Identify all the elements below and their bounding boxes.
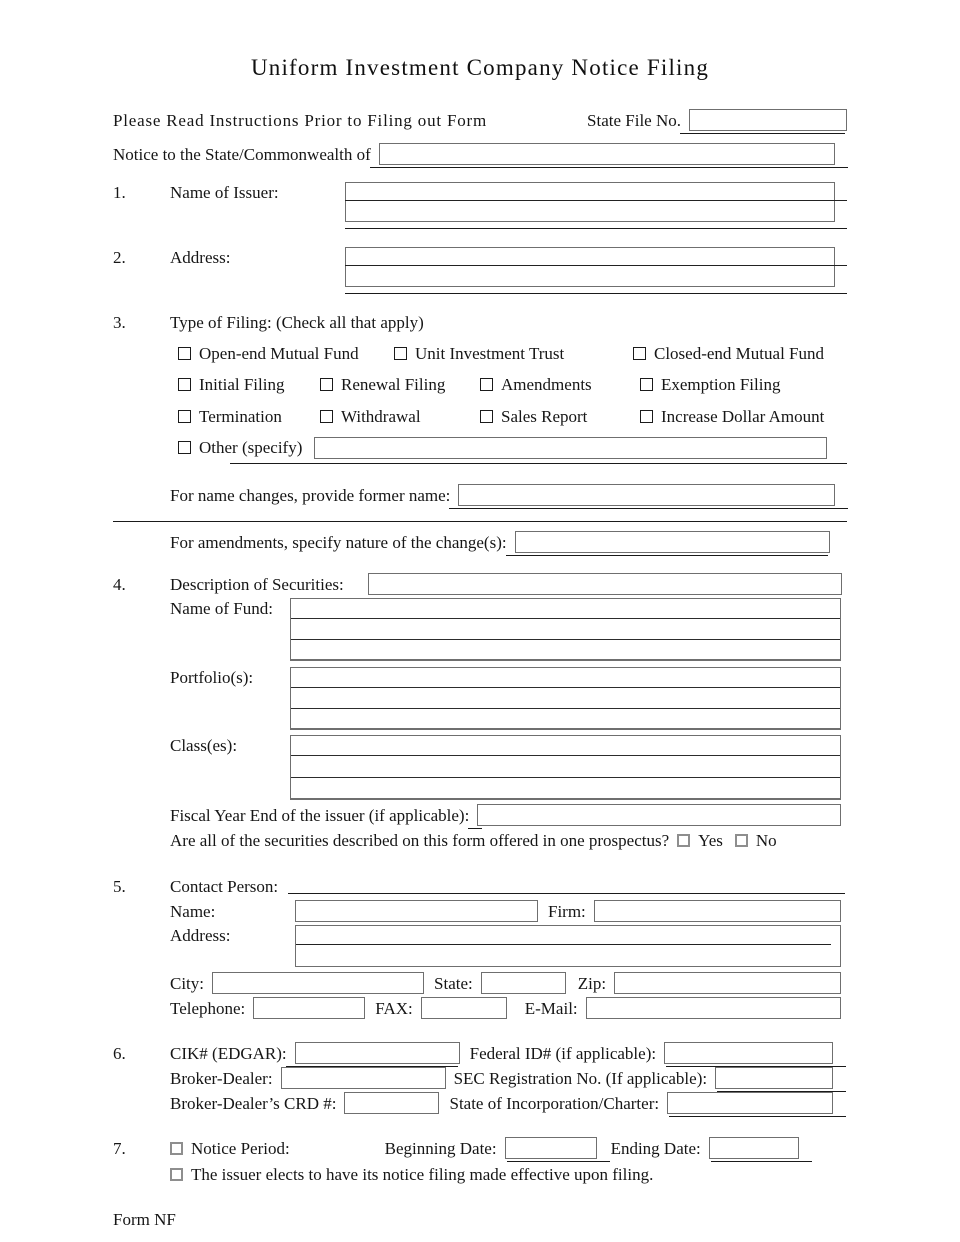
state-of-incorporation-input[interactable] bbox=[667, 1092, 833, 1114]
checkbox-label: Yes bbox=[698, 830, 723, 850]
broker-dealer-row bbox=[170, 1067, 847, 1089]
city-field bbox=[212, 972, 424, 994]
contact-firm-input[interactable] bbox=[594, 900, 841, 922]
issuer-address-input[interactable] bbox=[345, 247, 835, 287]
section-divider-line bbox=[113, 521, 847, 522]
telephone-label: Telephone: bbox=[170, 999, 246, 1018]
item-4-number: 4. bbox=[113, 574, 126, 594]
contact-name-row bbox=[170, 900, 847, 922]
checkbox-label: Sales Report bbox=[501, 406, 588, 426]
firm-label: Firm: bbox=[548, 902, 586, 921]
checkbox-label: No bbox=[755, 830, 777, 850]
city-state-zip-row bbox=[170, 972, 847, 994]
effective-upon-filing-option[interactable] bbox=[170, 1164, 653, 1185]
rule-line bbox=[345, 228, 847, 229]
checkbox-label: Unit Investment Trust bbox=[415, 344, 565, 363]
prospectus-question: Are all of the securities described on this form offered in one prospectus? bbox=[170, 830, 670, 850]
checkbox-icon[interactable] bbox=[640, 410, 653, 423]
filing-type-other-row bbox=[178, 437, 847, 459]
type-of-filing-label: Type of Filing: (Check all that apply) bbox=[170, 312, 424, 332]
closed-end-mutual-fund-option[interactable] bbox=[633, 343, 824, 364]
description-securities-label: Description of Securities: bbox=[170, 574, 344, 594]
former-name-field bbox=[458, 484, 835, 506]
filing-type-row-2 bbox=[178, 374, 847, 395]
checkbox-label: Amendments bbox=[501, 375, 592, 395]
checkbox-label: Open-end Mutual Fund bbox=[199, 344, 359, 363]
sec-registration-label: SEC Registration No. (If applicable): bbox=[453, 1069, 708, 1088]
name-of-fund-label: Name of Fund: bbox=[170, 598, 273, 618]
item-5 bbox=[113, 876, 847, 1019]
city-label: City: bbox=[170, 974, 205, 993]
notice-state-field bbox=[379, 143, 835, 165]
item-5-number: 5. bbox=[113, 877, 126, 896]
checkbox-label: Termination bbox=[199, 406, 282, 426]
state-commonwealth-input[interactable] bbox=[379, 143, 835, 165]
broker-dealer-input[interactable] bbox=[281, 1067, 446, 1089]
item-2-row bbox=[113, 247, 847, 287]
cik-label: CIK# (EDGAR): bbox=[170, 1044, 287, 1063]
notice-state-label: Notice to the State/Commonwealth of bbox=[113, 144, 371, 164]
cik-edgar-input[interactable] bbox=[295, 1042, 460, 1064]
broker-dealer-field bbox=[281, 1067, 446, 1089]
item-4-heading bbox=[113, 573, 847, 595]
withdrawal-option[interactable] bbox=[320, 406, 480, 427]
amendments-field bbox=[515, 531, 830, 553]
portfolios-input[interactable] bbox=[290, 667, 841, 730]
field-underline bbox=[370, 167, 848, 168]
item-4 bbox=[113, 573, 847, 851]
ending-date-input[interactable] bbox=[709, 1137, 799, 1159]
rule-line bbox=[230, 463, 847, 464]
box-divider bbox=[296, 944, 831, 945]
item-1 bbox=[113, 182, 847, 229]
prospectus-no-option[interactable] bbox=[735, 830, 777, 851]
checkbox-label: Exemption Filing bbox=[661, 375, 781, 395]
amendments-row bbox=[170, 531, 847, 553]
state-label: State: bbox=[434, 974, 473, 993]
crd-label: Broker-Dealer’s CRD #: bbox=[170, 1094, 337, 1113]
box-divider bbox=[291, 618, 840, 619]
field-underline bbox=[680, 133, 845, 134]
checkbox-label: Withdrawal bbox=[341, 406, 421, 426]
classes-row bbox=[170, 735, 847, 800]
zip-input[interactable] bbox=[614, 972, 841, 994]
field-underline bbox=[711, 1161, 812, 1162]
open-end-mutual-fund-option[interactable] bbox=[178, 343, 394, 364]
checkbox-icon[interactable] bbox=[480, 410, 493, 423]
city-input[interactable] bbox=[212, 972, 424, 994]
checkbox-icon[interactable] bbox=[735, 834, 748, 847]
fiscal-year-row bbox=[170, 804, 847, 826]
effective-upon-filing-row bbox=[170, 1164, 847, 1185]
state-file-field bbox=[689, 109, 847, 131]
former-name-input[interactable] bbox=[458, 484, 835, 506]
checkbox-label: Closed-end Mutual Fund bbox=[654, 344, 824, 363]
classes-input[interactable] bbox=[290, 735, 841, 800]
checkbox-icon[interactable] bbox=[480, 378, 493, 391]
box-divider bbox=[291, 687, 840, 688]
former-name-row bbox=[170, 484, 847, 506]
rule-line bbox=[345, 293, 847, 294]
telephone-input[interactable] bbox=[253, 997, 365, 1019]
contact-name-input[interactable] bbox=[295, 900, 538, 922]
form-footer bbox=[113, 1209, 847, 1230]
ending-date-field bbox=[709, 1137, 799, 1159]
item-2-number: 2. bbox=[113, 247, 126, 267]
field-underline bbox=[507, 1161, 610, 1162]
issuer-name-input[interactable] bbox=[345, 182, 835, 222]
item-1-number: 1. bbox=[113, 182, 126, 202]
beginning-date-field bbox=[505, 1137, 597, 1159]
contact-name-field bbox=[295, 900, 538, 922]
amendments-option[interactable] bbox=[480, 374, 640, 395]
email-label: E-Mail: bbox=[524, 999, 578, 1018]
incorporation-field bbox=[667, 1092, 833, 1114]
name-of-fund-row bbox=[170, 598, 847, 661]
amendment-changes-input[interactable] bbox=[515, 531, 830, 553]
box-divider bbox=[291, 777, 840, 778]
renewal-filing-option[interactable] bbox=[320, 374, 480, 395]
other-option[interactable] bbox=[178, 437, 302, 458]
field-underline bbox=[468, 828, 482, 829]
checkbox-label: Other (specify) bbox=[199, 438, 303, 458]
cik-row bbox=[113, 1042, 847, 1064]
checkbox-icon[interactable] bbox=[178, 347, 191, 360]
zip-field bbox=[614, 972, 841, 994]
exemption-filing-option[interactable] bbox=[640, 374, 780, 395]
contact-address-input[interactable] bbox=[295, 925, 841, 967]
checkbox-label: The issuer elects to have its notice filing made effective upon filing. bbox=[191, 1165, 654, 1185]
other-field bbox=[314, 437, 827, 459]
checkbox-icon[interactable] bbox=[633, 347, 646, 360]
item-3-heading bbox=[113, 312, 847, 333]
instructions-text: Please Read Instructions Prior to Filing out Form bbox=[113, 110, 487, 130]
form-name: Form NF bbox=[113, 1209, 176, 1229]
checkbox-icon[interactable] bbox=[178, 378, 191, 391]
box-divider bbox=[345, 265, 847, 266]
former-name-label: For name changes, provide former name: bbox=[170, 485, 451, 505]
portfolios-row bbox=[170, 667, 847, 730]
field-underline bbox=[449, 508, 848, 509]
fiscal-year-label: Fiscal Year End of the issuer (if applicable): bbox=[170, 805, 470, 825]
beginning-date-input[interactable] bbox=[505, 1137, 597, 1159]
page-title: Uniform Investment Company Notice Filing bbox=[250, 55, 710, 80]
item-3 bbox=[113, 312, 847, 553]
checkbox-icon[interactable] bbox=[170, 1168, 183, 1181]
incorporation-label: State of Incorporation/Charter: bbox=[449, 1094, 660, 1113]
portfolios-label: Portfolio(s): bbox=[170, 667, 254, 687]
filing-type-row-1 bbox=[178, 343, 847, 364]
unit-investment-trust-option[interactable] bbox=[394, 343, 633, 364]
ending-date-label: Ending Date: bbox=[610, 1138, 701, 1158]
box-divider bbox=[291, 639, 840, 640]
checkbox-icon[interactable] bbox=[394, 347, 407, 360]
fax-label: FAX: bbox=[375, 999, 413, 1018]
beginning-date-label: Beginning Date: bbox=[384, 1138, 497, 1158]
name-of-fund-input[interactable] bbox=[290, 598, 841, 661]
sec-registration-field bbox=[715, 1067, 833, 1089]
issuer-address-label: Address: bbox=[170, 247, 231, 267]
checkbox-icon[interactable] bbox=[640, 378, 653, 391]
email-field bbox=[586, 997, 841, 1019]
item-5-heading bbox=[113, 876, 847, 897]
item-7 bbox=[113, 1137, 847, 1185]
state-file-input[interactable] bbox=[689, 109, 847, 131]
item-7-number: 7. bbox=[113, 1138, 126, 1158]
contact-person-label: Contact Person: bbox=[170, 877, 279, 896]
item-6-number: 6. bbox=[113, 1044, 126, 1063]
prospectus-yes-option[interactable] bbox=[677, 830, 723, 851]
other-specify-input[interactable] bbox=[314, 437, 827, 459]
description-of-securities-input[interactable] bbox=[368, 573, 842, 595]
notice-period-row bbox=[113, 1137, 847, 1159]
checkbox-icon[interactable] bbox=[677, 834, 690, 847]
amendments-label: For amendments, specify nature of the change(s): bbox=[170, 532, 507, 552]
checkbox-icon[interactable] bbox=[170, 1142, 183, 1155]
item-3-number: 3. bbox=[113, 312, 126, 332]
telephone-fax-email-row bbox=[170, 997, 847, 1019]
federal-id-label: Federal ID# (if applicable): bbox=[469, 1044, 657, 1063]
state-file-label: State File No. bbox=[587, 110, 681, 130]
field-underline bbox=[669, 1116, 846, 1117]
notice-row bbox=[113, 143, 847, 165]
crd-field bbox=[344, 1092, 439, 1114]
crd-number-input[interactable] bbox=[344, 1092, 439, 1114]
issuer-name-label: Name of Issuer: bbox=[170, 182, 279, 202]
classes-label: Class(es): bbox=[170, 735, 238, 755]
state-field bbox=[481, 972, 566, 994]
checkbox-icon[interactable] bbox=[178, 441, 191, 454]
field-underline bbox=[506, 555, 828, 556]
zip-label: Zip: bbox=[577, 974, 607, 993]
box-divider bbox=[291, 755, 840, 756]
initial-filing-option[interactable] bbox=[178, 374, 320, 395]
firm-field bbox=[594, 900, 841, 922]
state-input[interactable] bbox=[481, 972, 566, 994]
fax-field bbox=[421, 997, 507, 1019]
checkbox-icon[interactable] bbox=[320, 378, 333, 391]
cik-field bbox=[295, 1042, 460, 1064]
termination-option[interactable] bbox=[178, 406, 320, 427]
federal-id-field bbox=[664, 1042, 833, 1064]
header-row bbox=[113, 109, 847, 131]
sec-registration-input[interactable] bbox=[715, 1067, 833, 1089]
checkbox-label: Increase Dollar Amount bbox=[661, 406, 825, 426]
notice-period-option[interactable] bbox=[170, 1138, 290, 1159]
crd-row bbox=[170, 1092, 847, 1114]
telephone-field bbox=[253, 997, 365, 1019]
broker-dealer-label: Broker-Dealer: bbox=[170, 1069, 273, 1088]
item-6 bbox=[113, 1042, 847, 1114]
federal-id-input[interactable] bbox=[664, 1042, 833, 1064]
filing-type-row-3 bbox=[178, 406, 847, 427]
fax-input[interactable] bbox=[421, 997, 507, 1019]
fiscal-year-end-input[interactable] bbox=[477, 804, 841, 826]
contact-name-label: Name: bbox=[170, 902, 216, 921]
checkbox-icon[interactable] bbox=[178, 410, 191, 423]
prospectus-row bbox=[170, 830, 847, 851]
checkbox-label: Renewal Filing bbox=[341, 375, 446, 395]
email-input[interactable] bbox=[586, 997, 841, 1019]
increase-dollar-amount-option[interactable] bbox=[640, 406, 824, 427]
checkbox-label: Initial Filing bbox=[199, 375, 285, 395]
checkbox-icon[interactable] bbox=[320, 410, 333, 423]
box-divider bbox=[291, 708, 840, 709]
item-2 bbox=[113, 247, 847, 294]
sales-report-option[interactable] bbox=[480, 406, 640, 427]
contact-person-input[interactable] bbox=[288, 893, 845, 894]
item-1-row bbox=[113, 182, 847, 222]
contact-address-label: Address: bbox=[170, 926, 231, 946]
fiscal-year-field bbox=[477, 804, 841, 826]
box-divider bbox=[345, 200, 847, 201]
description-securities-field bbox=[368, 573, 842, 595]
checkbox-label: Notice Period: bbox=[191, 1138, 290, 1158]
contact-address-row bbox=[170, 925, 847, 967]
